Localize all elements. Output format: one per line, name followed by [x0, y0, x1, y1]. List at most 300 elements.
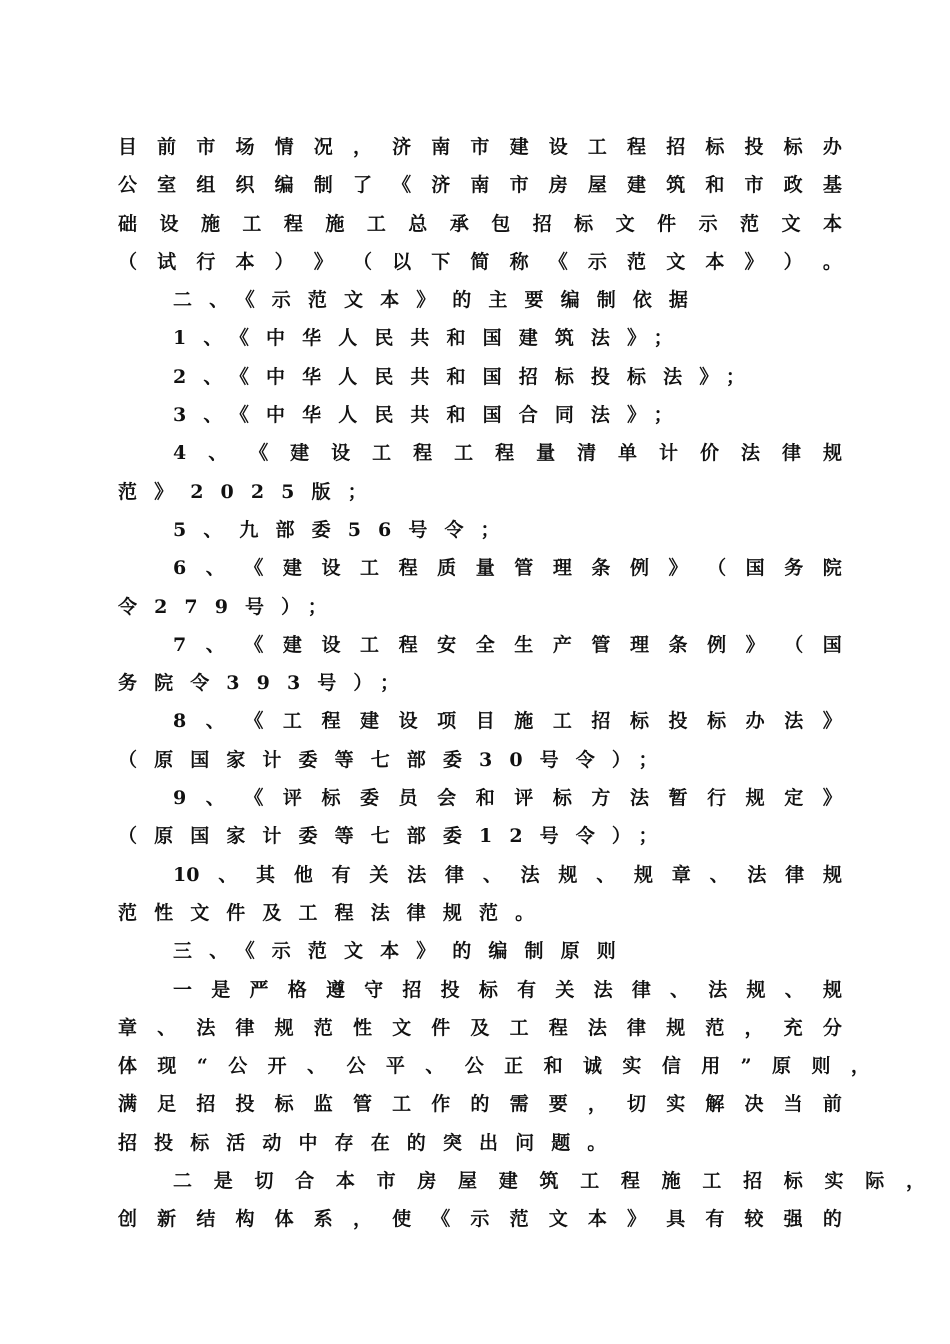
text-glyph: “: [196, 1055, 208, 1078]
text-glyph: 南: [470, 174, 490, 197]
text-glyph: 范: [705, 1016, 725, 1039]
text-glyph: 屋: [587, 174, 607, 197]
text-glyph: 基: [822, 174, 842, 197]
text-glyph: 的: [822, 1208, 842, 1231]
text-glyph: 织: [235, 174, 255, 197]
text-glyph: 市: [470, 136, 490, 158]
text-line: [118, 856, 842, 894]
text-line: 1、《中华人民共和国建筑法》；: [173, 327, 690, 350]
text-glyph: 目: [475, 710, 495, 733]
text-glyph: ）: [274, 250, 294, 273]
text-glyph: 总: [408, 212, 428, 235]
text-glyph: ，: [352, 136, 372, 158]
text-glyph: 招: [532, 212, 552, 235]
text-glyph: 一: [173, 978, 193, 1001]
text-glyph: 包: [491, 212, 511, 235]
text-line: [118, 1085, 842, 1123]
text-glyph: 》: [745, 633, 765, 656]
text-line: 三、《示范文本》的编制原则: [173, 940, 633, 963]
text-glyph: ，: [905, 1170, 925, 1193]
text-glyph: 施: [325, 212, 345, 235]
text-glyph: 工: [360, 633, 380, 656]
text-glyph: 他: [293, 863, 313, 886]
text-glyph: 招: [666, 136, 686, 158]
text-glyph: 建: [509, 136, 529, 158]
text-glyph: 公: [346, 1055, 366, 1078]
text-glyph: 本: [335, 1170, 355, 1193]
text-glyph: 结: [196, 1208, 216, 1231]
text-glyph: 工: [580, 1170, 600, 1193]
text-glyph: 全: [475, 633, 495, 656]
text-glyph: 室: [157, 174, 177, 197]
text-glyph: 下: [431, 250, 451, 273]
text-glyph: 项: [437, 710, 457, 733]
text-line: [118, 971, 842, 1009]
text-glyph: 文: [615, 212, 635, 235]
text-glyph: 范: [627, 250, 647, 273]
text-glyph: 国: [822, 633, 842, 656]
text-glyph: 的: [470, 1093, 490, 1116]
text-glyph: 、: [208, 442, 228, 465]
text-glyph: 遵: [325, 978, 345, 1001]
text-glyph: 招: [402, 978, 422, 1001]
text-glyph: 关: [555, 978, 575, 1001]
text-glyph: 6: [173, 557, 187, 580]
text-glyph: 公: [118, 174, 138, 197]
text-glyph: 8: [173, 710, 187, 733]
text-line: 范》2025版；: [118, 480, 384, 503]
text-glyph: 、: [205, 557, 225, 580]
text-glyph: 程: [283, 212, 303, 235]
text-glyph: 程: [620, 1170, 640, 1193]
text-glyph: 招: [591, 710, 611, 733]
text-glyph: 建: [498, 1170, 518, 1193]
text-glyph: 建: [282, 633, 302, 656]
text-glyph: 》: [822, 787, 842, 810]
text-glyph: 信: [661, 1055, 681, 1078]
text-glyph: 标: [783, 1170, 803, 1193]
text-glyph: 市: [196, 136, 216, 158]
text-glyph: 评: [282, 787, 302, 810]
text-glyph: 安: [437, 633, 457, 656]
text-glyph: 方: [591, 787, 611, 810]
text-glyph: 建: [627, 174, 647, 197]
text-glyph: 范: [313, 1016, 333, 1039]
text-line: [118, 166, 842, 204]
text-glyph: 程: [321, 710, 341, 733]
text-glyph: 、: [482, 863, 502, 886]
text-glyph: 构: [235, 1208, 255, 1231]
text-glyph: 南: [431, 136, 451, 158]
text-glyph: 、: [425, 1055, 445, 1078]
text-glyph: 施: [661, 1170, 681, 1193]
text-glyph: 体: [274, 1208, 294, 1231]
text-glyph: 条: [668, 633, 688, 656]
text-glyph: 需: [509, 1093, 529, 1116]
text-glyph: 》: [313, 250, 333, 273]
text-line: 5、九部委56号令；: [173, 518, 517, 541]
text-glyph: 律: [235, 1016, 255, 1039]
text-glyph: 况: [313, 136, 333, 158]
text-line: [118, 626, 842, 664]
text-glyph: 本: [235, 250, 255, 273]
text-line: [118, 779, 842, 817]
text-glyph: 、: [205, 710, 225, 733]
text-glyph: 招: [196, 1093, 216, 1116]
text-glyph: （: [352, 250, 372, 273]
text-glyph: 济: [392, 136, 412, 158]
text-glyph: 单: [618, 442, 638, 465]
text-glyph: 法: [196, 1016, 216, 1039]
text-glyph: 施: [514, 710, 534, 733]
text-glyph: 价: [700, 442, 720, 465]
text-glyph: 示: [470, 1208, 490, 1231]
text-glyph: 规: [558, 863, 578, 886]
text-glyph: 市: [509, 174, 529, 197]
text-glyph: 法: [593, 978, 613, 1001]
text-line: （原国家计委等七部委12号令）；: [118, 825, 675, 848]
text-glyph: 《: [431, 1208, 451, 1231]
text-glyph: 章: [671, 863, 691, 886]
text-line: [118, 1162, 925, 1200]
text-glyph: 现: [157, 1055, 177, 1078]
text-glyph: 具: [666, 1208, 686, 1231]
text-glyph: 法: [629, 787, 649, 810]
text-glyph: 工: [454, 442, 474, 465]
text-glyph: 足: [157, 1093, 177, 1116]
text-line: 2、《中华人民共和国招标投标法》；: [173, 365, 762, 388]
document-body: [118, 128, 925, 1239]
text-glyph: （: [118, 250, 138, 273]
text-glyph: 《: [392, 174, 412, 197]
text-glyph: 承: [449, 212, 469, 235]
text-glyph: 》: [822, 710, 842, 733]
text-glyph: 标: [321, 787, 341, 810]
text-glyph: 标: [705, 136, 725, 158]
text-glyph: 工: [552, 710, 572, 733]
text-glyph: 《: [244, 633, 264, 656]
text-glyph: 行: [196, 250, 216, 273]
text-glyph: 使: [392, 1208, 412, 1231]
text-glyph: 、: [596, 863, 616, 886]
text-glyph: 法: [747, 863, 767, 886]
text-glyph: 和: [475, 787, 495, 810]
text-glyph: 程: [495, 442, 515, 465]
text-glyph: 法: [708, 978, 728, 1001]
text-glyph: 、: [307, 1055, 327, 1078]
text-glyph: 院: [822, 557, 842, 580]
text-glyph: 其: [256, 863, 276, 886]
text-glyph: 、: [218, 863, 238, 886]
text-glyph: 较: [744, 1208, 764, 1231]
text-glyph: 例: [629, 557, 649, 580]
text-glyph: 要: [548, 1093, 568, 1116]
text-glyph: 工: [702, 1170, 722, 1193]
text-glyph: 管: [514, 557, 534, 580]
text-glyph: 、: [157, 1016, 177, 1039]
text-glyph: 合: [295, 1170, 315, 1193]
text-glyph: 诚: [582, 1055, 602, 1078]
text-glyph: 以: [392, 250, 412, 273]
text-glyph: 法: [407, 863, 427, 886]
text-glyph: 当: [783, 1093, 803, 1116]
text-glyph: 规: [822, 863, 842, 886]
text-glyph: 格: [287, 978, 307, 1001]
text-glyph: 屋: [458, 1170, 478, 1193]
text-glyph: 。: [822, 250, 842, 273]
text-glyph: （: [784, 633, 804, 656]
text-glyph: 简: [470, 250, 490, 273]
text-glyph: 房: [548, 174, 568, 197]
text-glyph: 强: [783, 1208, 803, 1231]
text-glyph: 标: [552, 787, 572, 810]
text-glyph: 投: [440, 978, 460, 1001]
text-glyph: 程: [627, 136, 647, 158]
text-glyph: 标: [574, 212, 594, 235]
text-line: [118, 702, 842, 740]
text-glyph: 公: [464, 1055, 484, 1078]
text-glyph: 有: [517, 978, 537, 1001]
text-glyph: 有: [331, 863, 351, 886]
text-glyph: 》: [744, 250, 764, 273]
text-glyph: 二: [173, 1170, 193, 1193]
text-glyph: 10: [173, 863, 200, 886]
text-glyph: 律: [631, 978, 651, 1001]
text-glyph: 规: [745, 787, 765, 810]
text-glyph: 工: [360, 557, 380, 580]
text-glyph: 管: [591, 633, 611, 656]
text-glyph: 范: [509, 1208, 529, 1231]
text-glyph: 投: [668, 710, 688, 733]
text-glyph: 切: [627, 1093, 647, 1116]
text-glyph: 工: [282, 710, 302, 733]
text-glyph: 监: [313, 1093, 333, 1116]
text-glyph: 场: [235, 136, 255, 158]
text-glyph: 实: [622, 1055, 642, 1078]
text-glyph: 4: [173, 442, 187, 465]
text-glyph: 示: [698, 212, 718, 235]
text-glyph: 作: [431, 1093, 451, 1116]
text-glyph: 生: [514, 633, 534, 656]
text-glyph: 有: [705, 1208, 725, 1231]
text-glyph: ，: [850, 1055, 870, 1078]
text-glyph: 理: [629, 633, 649, 656]
text-glyph: 办: [822, 136, 842, 158]
text-glyph: 示: [587, 250, 607, 273]
text-glyph: 规: [822, 978, 842, 1001]
text-glyph: 规: [666, 1016, 686, 1039]
text-glyph: 标: [707, 710, 727, 733]
text-glyph: 市: [376, 1170, 396, 1193]
text-glyph: 解: [705, 1093, 725, 1116]
text-glyph: 程: [398, 557, 418, 580]
text-glyph: 法: [520, 863, 540, 886]
text-glyph: 规: [274, 1016, 294, 1039]
text-glyph: 定: [784, 787, 804, 810]
text-glyph: 设: [159, 212, 179, 235]
text-glyph: 文: [666, 250, 686, 273]
text-glyph: 暂: [668, 787, 688, 810]
text-glyph: 文: [392, 1016, 412, 1039]
text-glyph: 计: [659, 442, 679, 465]
text-glyph: 严: [249, 978, 269, 1001]
text-glyph: 、: [205, 787, 225, 810]
text-glyph: 行: [707, 787, 727, 810]
text-glyph: 建: [282, 557, 302, 580]
text-glyph: 目: [118, 136, 138, 158]
text-glyph: 规: [634, 863, 654, 886]
text-glyph: 是: [211, 978, 231, 1001]
text-glyph: 法: [741, 442, 761, 465]
text-glyph: 决: [744, 1093, 764, 1116]
text-line: [118, 1009, 842, 1047]
text-glyph: 条: [591, 557, 611, 580]
text-glyph: 施: [200, 212, 220, 235]
text-glyph: 范: [740, 212, 760, 235]
text-glyph: 了: [352, 174, 372, 197]
text-glyph: 筑: [666, 174, 686, 197]
text-glyph: 律: [781, 442, 801, 465]
text-glyph: 员: [398, 787, 418, 810]
text-glyph: 》: [627, 1208, 647, 1231]
text-glyph: 量: [536, 442, 556, 465]
text-glyph: 工: [509, 1016, 529, 1039]
text-glyph: 则: [811, 1055, 831, 1078]
text-glyph: 标: [478, 978, 498, 1001]
text-glyph: 章: [118, 1016, 138, 1039]
text-glyph: ）: [783, 250, 803, 273]
text-glyph: 管: [352, 1093, 372, 1116]
text-glyph: 设: [321, 557, 341, 580]
text-glyph: 制: [313, 174, 333, 197]
text-glyph: 设: [398, 710, 418, 733]
text-glyph: 程: [398, 633, 418, 656]
text-glyph: 市: [744, 174, 764, 197]
text-glyph: 规: [746, 978, 766, 1001]
text-glyph: 招: [743, 1170, 763, 1193]
text-glyph: 关: [369, 863, 389, 886]
text-glyph: 情: [274, 136, 294, 158]
text-glyph: 建: [290, 442, 310, 465]
text-glyph: 工: [372, 442, 392, 465]
text-glyph: ”: [740, 1055, 752, 1078]
text-glyph: 切: [254, 1170, 274, 1193]
text-glyph: 和: [705, 174, 725, 197]
text-glyph: 原: [772, 1055, 792, 1078]
text-glyph: 开: [267, 1055, 287, 1078]
text-glyph: 程: [413, 442, 433, 465]
text-glyph: 产: [552, 633, 572, 656]
text-line: [118, 128, 842, 166]
text-glyph: 体: [118, 1055, 138, 1078]
text-glyph: 实: [824, 1170, 844, 1193]
text-glyph: 标: [783, 136, 803, 158]
text-line: 招投标活动中存在的突出问题。: [118, 1131, 624, 1154]
text-glyph: （: [707, 557, 727, 580]
text-glyph: 政: [783, 174, 803, 197]
text-glyph: 9: [173, 787, 187, 810]
text-glyph: 本: [705, 250, 725, 273]
text-glyph: 工: [242, 212, 262, 235]
text-glyph: 务: [784, 557, 804, 580]
text-glyph: 系: [313, 1208, 333, 1231]
text-glyph: 用: [701, 1055, 721, 1078]
text-glyph: 公: [228, 1055, 248, 1078]
text-glyph: 创: [118, 1208, 138, 1231]
text-glyph: 组: [196, 174, 216, 197]
text-glyph: 前: [157, 136, 177, 158]
text-glyph: 前: [822, 1093, 842, 1116]
text-glyph: 评: [514, 787, 534, 810]
text-glyph: 充: [783, 1016, 803, 1039]
text-glyph: 委: [360, 787, 380, 810]
text-glyph: 理: [552, 557, 572, 580]
text-line: [118, 1047, 870, 1085]
text-glyph: 性: [352, 1016, 372, 1039]
text-glyph: 称: [509, 250, 529, 273]
text-glyph: 律: [627, 1016, 647, 1039]
text-glyph: 分: [822, 1016, 842, 1039]
text-glyph: 建: [360, 710, 380, 733]
text-glyph: 质: [437, 557, 457, 580]
text-glyph: 和: [543, 1055, 563, 1078]
text-glyph: 平: [385, 1055, 405, 1078]
text-glyph: 例: [707, 633, 727, 656]
text-line: 令279号）；: [118, 595, 344, 618]
text-glyph: 房: [417, 1170, 437, 1193]
text-glyph: 标: [629, 710, 649, 733]
text-glyph: 设: [331, 442, 351, 465]
text-glyph: 件: [431, 1016, 451, 1039]
text-glyph: 量: [475, 557, 495, 580]
text-glyph: 实: [666, 1093, 686, 1116]
text-glyph: 清: [577, 442, 597, 465]
text-glyph: 工: [587, 136, 607, 158]
text-glyph: 律: [785, 863, 805, 886]
text-glyph: 《: [249, 442, 269, 465]
text-glyph: 规: [822, 442, 842, 465]
text-line: [118, 549, 842, 587]
text-glyph: 础: [118, 212, 138, 235]
text-glyph: 程: [548, 1016, 568, 1039]
text-glyph: 《: [244, 557, 264, 580]
text-glyph: 正: [504, 1055, 524, 1078]
text-glyph: 筑: [539, 1170, 559, 1193]
text-glyph: 国: [745, 557, 765, 580]
text-glyph: 、: [205, 633, 225, 656]
text-glyph: 、: [709, 863, 729, 886]
text-glyph: ，: [352, 1208, 372, 1231]
text-line: 二、《示范文本》的主要编制依据: [173, 289, 706, 312]
text-glyph: 》: [668, 557, 688, 580]
text-glyph: 试: [157, 250, 177, 273]
text-glyph: 文: [781, 212, 801, 235]
text-glyph: 本: [587, 1208, 607, 1231]
text-glyph: 新: [157, 1208, 177, 1231]
text-line: 务院令393号）；: [118, 672, 417, 695]
text-glyph: 《: [244, 710, 264, 733]
text-glyph: 会: [437, 787, 457, 810]
text-glyph: 标: [274, 1093, 294, 1116]
text-line: [118, 205, 842, 243]
text-glyph: 件: [657, 212, 677, 235]
text-glyph: 守: [364, 978, 384, 1001]
text-glyph: ，: [744, 1016, 764, 1039]
text-glyph: 工: [392, 1093, 412, 1116]
text-glyph: 际: [865, 1170, 885, 1193]
text-line: 范性文件及工程法律规范。: [118, 901, 552, 924]
text-glyph: 设: [548, 136, 568, 158]
